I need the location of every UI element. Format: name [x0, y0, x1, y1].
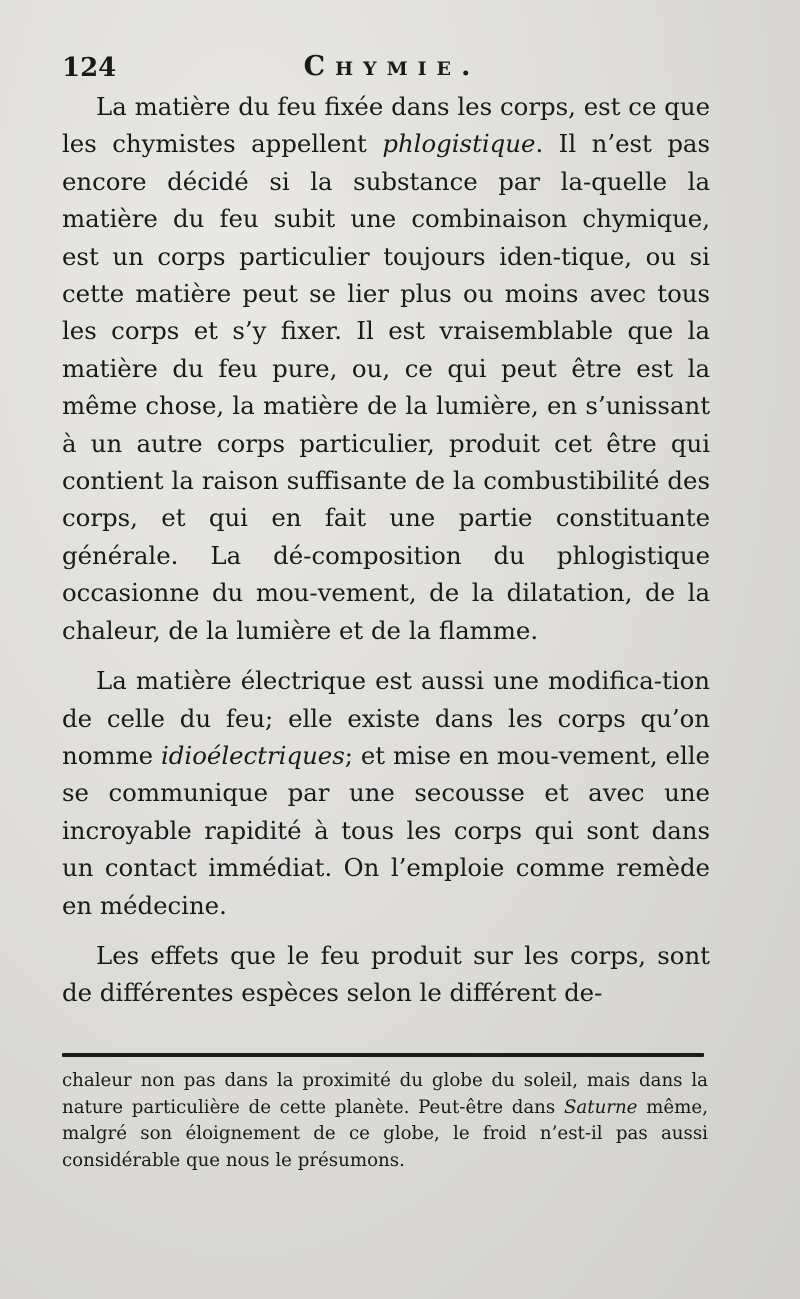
italic-term: phlogistique — [382, 129, 536, 159]
footnote-text: même, malgré son éloignement de ce globe, le froid n’est-il pas aussi considérable que nous le présumons. — [62, 1096, 708, 1171]
paragraph-text: La matière du feu fixée dans les corps, est ce que les chymistes appellent — [62, 92, 710, 159]
paragraph-text: ; et mise en mou-vement, elle se communique par une secousse et avec une incroyable rapidité à tous les corps qui sont dans un contact immédiat. On l’emploie comme remède en médecine. — [62, 740, 710, 920]
paragraph-text: Les effets que le feu produit sur les corps, sont de différentes espèces selon le différent de- — [62, 940, 710, 1008]
footnote-italic: Saturne — [563, 1096, 638, 1118]
paragraph-phlogistique — [62, 88, 710, 649]
paragraph-text: La matière électrique est aussi une modifica-tion de celle du feu; elle existe dans les corps qu’on nomme — [62, 666, 710, 770]
page-header — [62, 45, 722, 85]
footnote-rule — [62, 1053, 704, 1057]
paragraph-effets — [62, 937, 710, 1012]
paragraph-text: . Il n’est pas encore décidé si la substance par la-quelle la matière du feu subit une combinaison chymique, est un corps particulier toujours iden-tique, ou si cette matière peut se lier plus ou moins avec tous les corps et s’y fixer. Il est vraisemblable que la matière du feu pure, ou, ce qui peut être est la même chose, la matière de la lumière, en s’unissant à un autre corps particulier, produit cet être qui contient la raison suffisante de la combustibilité des corps, et qui en fait une partie constituante générale. La dé-composition du phlogistique occasionne du mou-vement, de la dilatation, de la chaleur, de la lumière et de la flamme. — [62, 129, 710, 645]
main-text — [62, 88, 710, 1012]
paragraph-electricite — [62, 662, 710, 924]
footnote-text: chaleur non pas dans la proximité du globe du soleil, mais dans la nature particulière de cette planète. Peut-être dans — [62, 1070, 708, 1118]
page-number: 124 — [62, 53, 117, 83]
running-title: Chymie. — [303, 51, 481, 82]
italic-term: idioélectriques — [160, 740, 345, 770]
footnote — [62, 1068, 708, 1174]
